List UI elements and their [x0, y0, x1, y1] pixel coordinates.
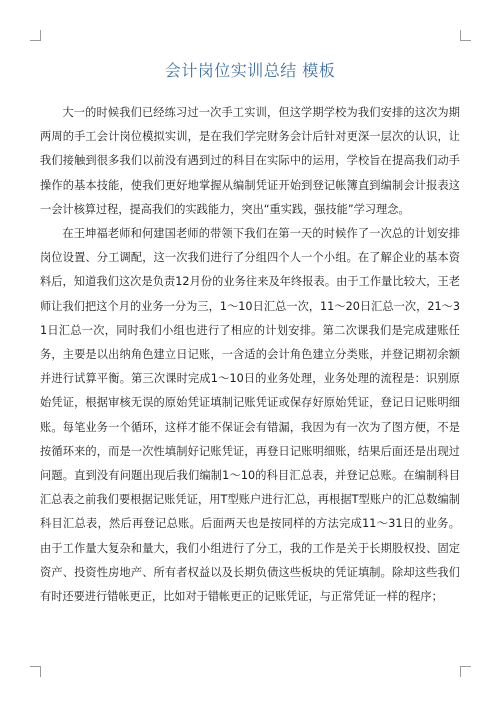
document-body: [40, 101, 460, 609]
document-title: 会计岗位实训总结 模板: [164, 61, 336, 80]
bottom-left-corner-mark: [30, 666, 41, 677]
paragraph: 大一的时候我们已经练习过一次手工实训，但这学期学校为我们安排的这次为期两周的手工会计岗位模拟实训，是在我们学完财务会计后针对更深一层次的认识，让我们接触到很多我们以前没有遇到过的科目在实际中的运用，学校旨在提高我们动手操作的基本技能，使我们更好地掌握从编制凭证开始到登记帐簿直到编制会计报表这一会计核算过程，提高我们的实践能力，突出“重实践，强技能”学习理念。: [40, 106, 460, 216]
bottom-right-corner-mark: [460, 666, 471, 677]
top-left-corner-mark: [30, 30, 41, 41]
top-right-corner-mark: [460, 30, 471, 41]
paragraph: 在王坤福老师和何建国老师的带领下我们在第一天的时候作了一次总的计划安排岗位设置、分工调配，这一次我们进行了分组四个人一个小组。在了解企业的基本资料后，知道我们这次是负责12月份的业务往来及年终报表。由于工作量比较大，王老师让我们把这个月的业务一分为三，1～10日汇总一次，11～20日汇总一次，21～31日汇总一次，同时我们小组也进行了相应的计划安排。第二次课我们是完成建账任务，主要是以出纳角色建立日记账，一含适的会计角色建立分类账，并登记期初余额并进行试算平衡。第三次课时完成1～10日的业务处理，业务处理的流程是：识别原始凭证，根据审核无误的原始凭证填制记账凭证或保存好原始凭证，登记日记账明细账。每笔业务一个循环，这样才能不保证会有错漏，我因为有一次为了图方便，不是按循环来的，而是一次性填制好记账凭证，再登日记账明细账，结果后面还是出现过问题。直到没有问题出现后我们编制1～10的科目汇总表，并登记总账。在编制科目汇总表之前我们要根据记账凭证，用T型账户进行汇总，再根据T型账户的汇总数编制科目汇总表，然后再登记总账。后面两天也是按同样的方法完成11～31日的业务。由于工作量大复杂和量大，我们小组进行了分工，我的工作是关于长期股权投、固定资产、投资性房地产、所有者权益以及长期负债这些板块的凭证填制。除却这些我们有时还要进行错帐更正，比如对于错帐更正的记账凭证，与正常凭证一样的程序；: [40, 227, 460, 604]
